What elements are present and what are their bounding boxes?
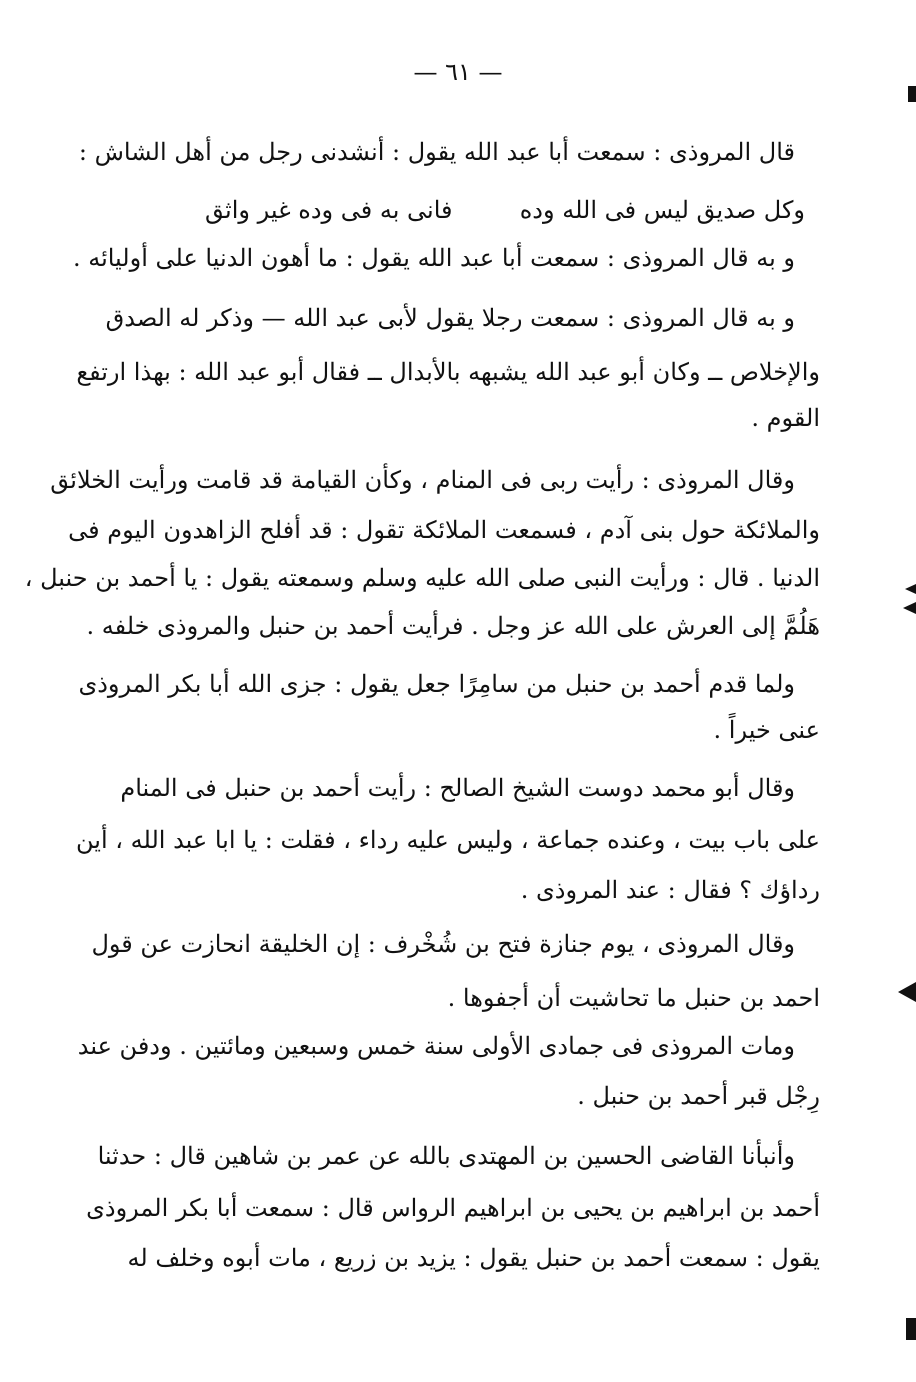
text-line: ومات المروذى فى جمادى الأولى سنة خمس وسبعين ومائتين . ودفن عند — [77, 1032, 795, 1060]
scan-edge-mark — [906, 1318, 916, 1340]
verse — [160, 190, 820, 230]
text-line: و به قال المروذى : سمعت رجلا يقول لأبى عبد الله — وذكر له الصدق — [105, 304, 795, 332]
page-number: — ٦١ — — [413, 58, 503, 86]
text-line: وقال المروذى ، يوم جنازة فتح بن شُخْرف : إن الخليقة انحازت عن قول — [91, 930, 795, 958]
text-line: و به قال المروذى : سمعت أبا عبد الله يقول : ما أهون الدنيا على أوليائه . — [72, 244, 795, 272]
paragraph — [78, 132, 820, 172]
text-line: هَلُمَّ إلى العرش على الله عز وجل . فرأيت أحمد بن حنبل والمروذى خلفه . — [86, 612, 820, 640]
text-line: رداؤك ؟ فقال : عند المروذى . — [520, 876, 820, 904]
text-line: أحمد بن ابراهيم بن يحيى بن ابراهيم الرواس قال : سمعت أبا بكر المروذى — [86, 1194, 820, 1222]
text-line: عنى خيراً . — [713, 716, 820, 744]
scan-edge-mark — [898, 982, 916, 1002]
text-line: قال المروذى : سمعت أبا عبد الله يقول : أنشدنى رجل من أهل الشاش : — [78, 138, 795, 166]
text-line: ولما قدم أحمد بن حنبل من سامِرًا جعل يقول : جزى الله أبا بكر المروذى — [78, 670, 795, 698]
text-line: والملائكة حول بنى آدم ، فسمعت الملائكة تقول : قد أفلح الزاهدون اليوم فى — [68, 516, 820, 544]
scan-edge-mark — [903, 602, 916, 614]
text-line: يقول : سمعت أحمد بن حنبل يقول : يزيد بن زريع ، مات أبوه وخلف له — [127, 1244, 820, 1272]
text-line: وقال المروذى : رأيت ربى فى المنام ، وكأن القيامة قد قامت ورأيت الخلائق — [50, 466, 795, 494]
text-line: وقال أبو محمد دوست الشيخ الصالح : رأيت أحمد بن حنبل فى المنام — [120, 774, 795, 802]
scan-edge-mark — [908, 86, 916, 102]
text-line: الدنيا . قال : ورأيت النبى صلى الله عليه وسلم وسمعته يقول : يا أحمد بن حنبل ، — [24, 564, 820, 592]
paragraph — [77, 1026, 820, 1116]
paragraph — [78, 664, 820, 750]
text-line: والإخلاص ــ وكان أبو عبد الله يشبهه بالأبدال ــ فقال أبو عبد الله : بهذا ارتفع — [76, 358, 820, 386]
text-line: القوم . — [751, 404, 820, 432]
text-line: احمد بن حنبل ما تحاشيت أن أجفوها . — [447, 984, 820, 1012]
paragraph — [91, 924, 820, 1018]
text-line: وأنبأنا القاضى الحسين بن المهتدى بالله عن عمر بن شاهين قال : حدثنا — [97, 1142, 795, 1170]
verse-hemistich-right: وكل صديق ليس فى الله وده — [519, 196, 805, 224]
paragraph — [72, 238, 820, 278]
text-line: رِجْل قبر أحمد بن حنبل . — [577, 1082, 820, 1110]
scan-edge-mark — [905, 584, 916, 594]
paragraph — [76, 298, 820, 438]
verse-hemistich-left: فانى به فى وده غير واثق — [205, 196, 453, 224]
text-line: على باب بيت ، وعنده جماعة ، وليس عليه رداء ، فقلت : يا ابا عبد الله ، أين — [76, 826, 820, 854]
paragraph — [86, 1136, 820, 1278]
paragraph — [24, 460, 820, 646]
paragraph — [76, 768, 820, 910]
